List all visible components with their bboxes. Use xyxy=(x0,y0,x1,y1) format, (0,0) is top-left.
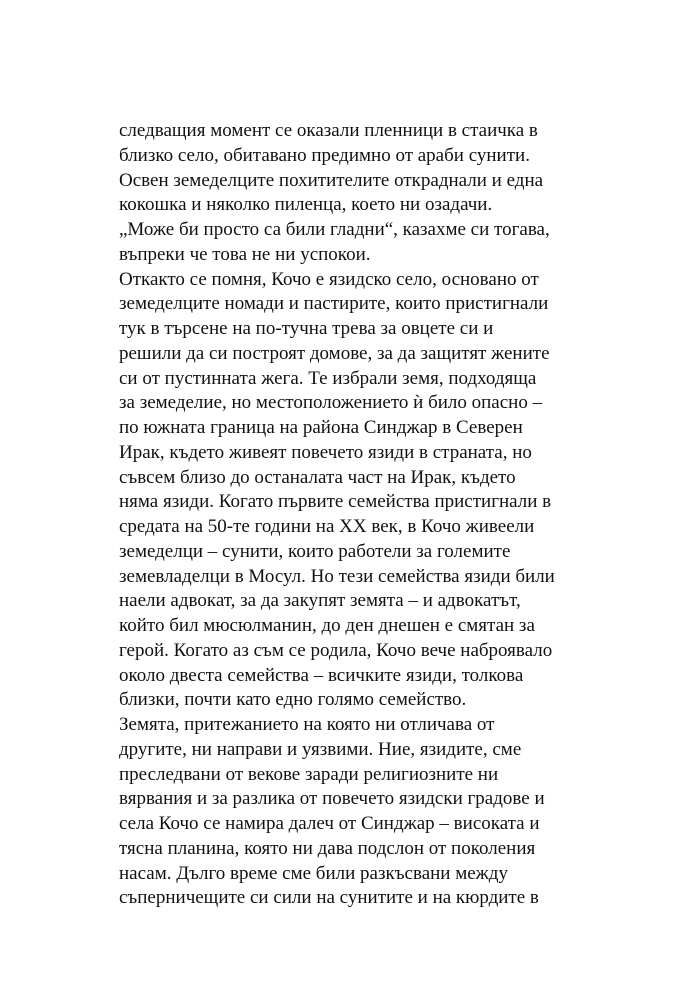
text-line: за земеделие, но местоположението ѝ било опасно – xyxy=(119,392,543,414)
text-line: герой. Когато аз съм се родила, Кочо вече наброявало xyxy=(119,639,553,661)
text-line: Земята, притежанието на която ни отличава от xyxy=(119,714,495,735)
text-line: земевладелци в Мосул. Но тези семейства язиди били xyxy=(119,565,555,587)
text-line: съвсем близо до останалата част на Ирак, където xyxy=(119,466,516,488)
text-line: си от пустинната жега. Те избрали земя, подходяща xyxy=(119,367,537,389)
text-line: преследвани от векове заради религиозните ни xyxy=(119,763,499,785)
body-text xyxy=(119,119,589,911)
text-line: Ирак, където живеят повечето язиди в страната, но xyxy=(119,441,532,463)
text-line: тук в търсене на по-тучна трева за овцете си и xyxy=(119,318,494,339)
text-line: Откакто се помня, Кочо е язидско село, основано от xyxy=(119,268,539,290)
text-line: кокошка и няколко пиленца, което ни озадачи. xyxy=(119,194,493,216)
text-line: земеделци – сунити, които работели за големите xyxy=(119,540,511,562)
text-line: другите, ни направи и уязвими. Ние, язидите, сме xyxy=(119,738,522,760)
text-line: решили да си построят домове, за да защитят жените xyxy=(119,342,550,364)
text-line: земеделците номади и пастирите, които пристигнали xyxy=(119,293,549,315)
text-line: около двеста семейства – всичките язиди, толкова xyxy=(119,664,524,686)
text-line: съперничещите си сили на сунитите и на кюрдите в xyxy=(119,887,539,909)
text-line: няма язиди. Когато първите семейства пристигнали в xyxy=(119,491,552,513)
text-line: вярвания и за разлика от повечето язидски градове и xyxy=(119,788,545,810)
text-line: села Кочо се намира далеч от Синджар – високата и xyxy=(119,813,540,834)
text-line: Освен земеделците похитителите откраднали и една xyxy=(119,169,544,191)
text-line: тясна планина, която ни дава подслон от поколения xyxy=(119,837,536,859)
text-line: по южната граница на района Синджар в Северен xyxy=(119,417,523,438)
text-line: „Може би просто са били гладни“, казахме си тогава, xyxy=(119,219,550,240)
text-line: близко село, обитавано предимно от араби сунити. xyxy=(119,144,530,166)
text-line: който бил мюсюлманин, до ден днешен е смятан за xyxy=(119,615,535,636)
text-line: наели адвокат, за да закупят земята – и адвокатът, xyxy=(119,590,521,612)
text-line: насам. Дълго време сме били разкъсвани между xyxy=(119,862,508,884)
text-line: следващия момент се оказали пленници в стаичка в xyxy=(119,120,538,141)
text-line: средата на 50-те години на XX век, в Кочо живеели xyxy=(119,516,535,537)
text-line: въпреки че това не ни успокои. xyxy=(119,243,371,265)
text-line: близки, почти като едно голямо семейство. xyxy=(119,689,467,711)
